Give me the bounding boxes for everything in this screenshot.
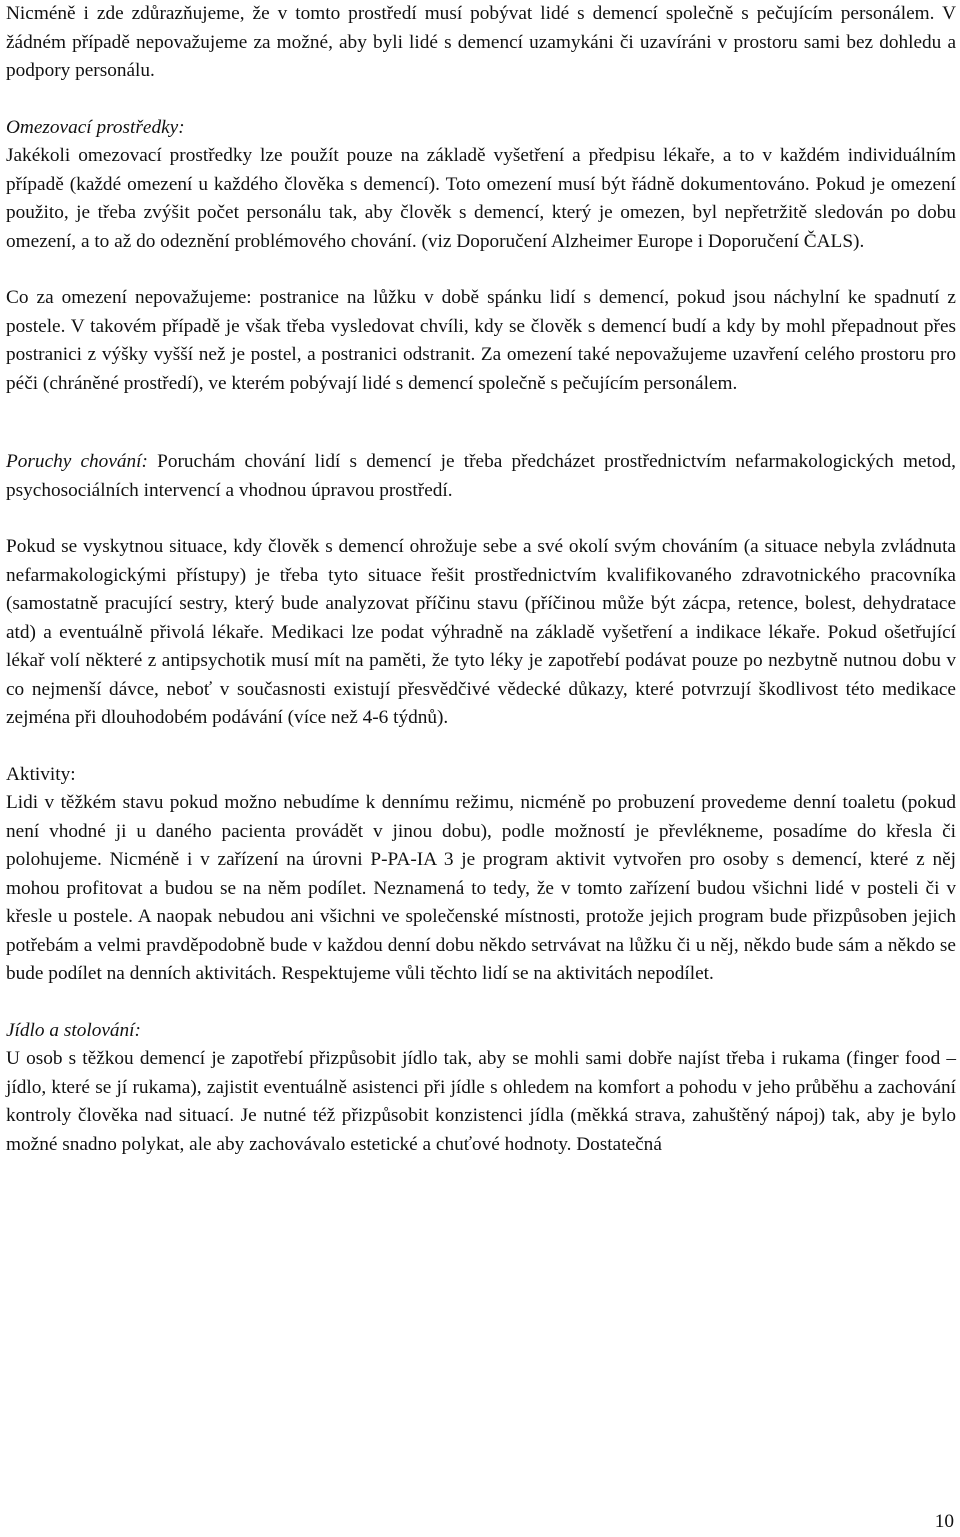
document-page (6, 0, 956, 1159)
paragraph-crisis-situations: Pokud se vyskytnou situace, kdy člověk s demencí ohrožuje sebe a své okolí svým chováním (a situace nebyla zvládnuta nefarmakologickými přístupy) je třeba tyto situace řešit prostřednictvím kvalifikovaného zdravotnického pracovníka (samostatně pracující sestry, který bude analyzovat příčinu stavu (příčinou může být zácpa, retence, bolest, dehydratace atd) a eventuálně přivolá lékaře. Medikaci lze podat výhradně na základě vyšetření a indikace lékaře. Pokud ošetřující lékař volí některé z antipsychotik musí mít na paměti, že tyto léky je zapotřebí podávat pouze po nezbytně nutnou dobu v co nejmenší dávce, neboť v současnosti existují přesvědčivé vědecké důkazy, které potvrzují škodlivost této medikace zejména při dlouhodobém podávání (více než 4-6 týdnů). (6, 536, 956, 728)
spacer (6, 505, 956, 533)
spacer (6, 86, 956, 114)
paragraph-behavior-text: Poruchám chování lidí s demencí je třeba předcházet prostřednictvím nefarmakologických metod, psychosociálních intervencí a vhodnou úpravou prostředí. (6, 451, 956, 501)
spacer (6, 256, 956, 284)
heading-restraints: Omezovací prostředky: (6, 116, 185, 138)
heading-activities: Aktivity: (6, 763, 76, 785)
paragraph-shared-environment: Nicméně i zde zdůrazňujeme, že v tomto prostředí musí pobývat lidé s demencí společně s pečujícím personálem. V žádném případě nepovažujeme za možné, aby byli lidé s demencí uzamykáni či uzavíráni v prostoru sami bez dohledu a podpory personálu. (6, 3, 956, 81)
page-number: 10 (934, 1511, 954, 1532)
heading-food: Jídlo a stolování: (6, 1019, 141, 1041)
paragraph-not-restraint: Co za omezení nepovažujeme: postranice na lůžku v době spánku lidí s demencí, pokud jsou náchylní ke spadnutí z postele. V takovém případě je však třeba vysledovat chvíli, kdy se člověk s demencí budí a kdy by mohl přepadnout přes postranici z výšky vyšší než je postel, a postranici odstranit. Za omezení také nepovažujeme uzavření celého prostoru pro péči (chráněné prostředí), ve kterém pobývají lidé s demencí společně s pečujícím personálem. (6, 287, 956, 394)
heading-behavior: Poruchy chování: (6, 451, 148, 472)
paragraph-behavior (6, 448, 956, 505)
paragraph-food: U osob s těžkou demencí je zapotřebí přizpůsobit jídlo tak, aby se mohli sami dobře najíst třeba i rukama (finger food – jídlo, které se jí rukama), zajistit eventuálně asistenci při jídle s ohledem na komfort a pohodu v jeho průběhu a zachování kontroly člověka nad situací. Je nutné též přizpůsobit konzistenci jídla (měkká strava, zahuštěný nápoj) tak, aby je bylo možné snadno polykat, ale aby zachovávalo estetické a chuťové hodnoty. Dostatečná (6, 1048, 956, 1155)
paragraph-activities: Lidi v těžkém stavu pokud možno nebudíme k dennímu režimu, nicméně po probuzení provedeme denní toaletu (pokud není vhodné ji u daného pacienta provádět v jinou dobu), podle možností je převlékneme, posadíme do křesla či polohujeme. Nicméně i v zařízení na úrovni P-PA-IA 3 je program aktivit vytvořen pro osoby s demencí, které z něj mohou profitovat a budou se na něm podílet. Neznamená to tedy, že v tomto zařízení budou všichni lidé v posteli či v křesle u postele. A naopak nebudou ani všichni ve společenské místnosti, protože jejich program bude přizpůsoben jejich potřebám a velmi pravděpodobně bude v každou denní dobu někdo setrvávat na lůžku či u něj, někdo bude sám a někdo se bude podílet na denních aktivitách. Respektujeme vůli těchto lidí se na aktivitách nepodílet. (6, 792, 956, 984)
paragraph-restraints: Jakékoli omezovací prostředky lze použít pouze na základě vyšetření a předpisu lékaře, a to v každém individuálním případě (každé omezení u každého člověka s demencí). Toto omezení musí být řádně dokumentováno. Pokud je omezení použito, je třeba zvýšit počet personálu tak, aby člověk s demencí, který je omezen, byl nepřetržitě sledován po dobu omezení, a to až do odeznění problémového chování. (viz Doporučení Alzheimer Europe i Doporučení ČALS). (6, 145, 956, 252)
spacer (6, 733, 956, 761)
spacer (6, 989, 956, 1017)
spacer (6, 398, 956, 448)
